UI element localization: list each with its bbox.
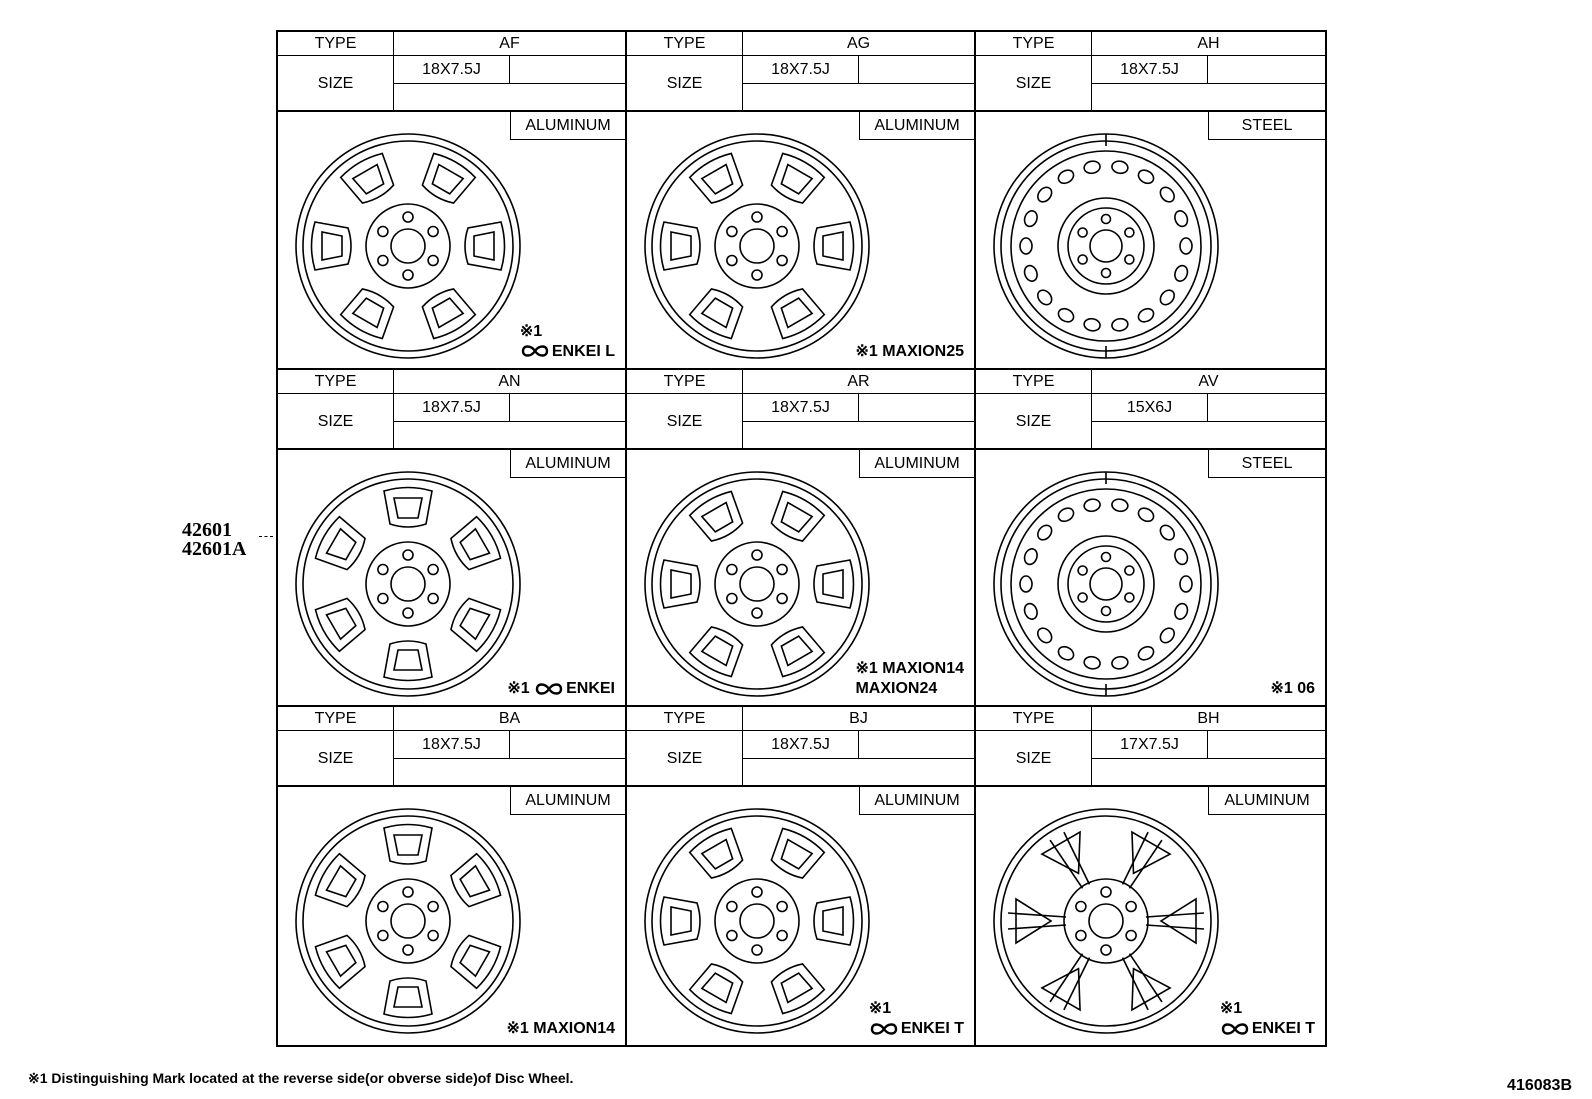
distinguishing-mark xyxy=(855,342,964,362)
empty-spec-cell xyxy=(859,731,974,759)
mark-text xyxy=(869,999,964,1019)
wheel-variant-bj xyxy=(627,707,976,1045)
material-label: ALUMINUM xyxy=(510,450,625,478)
size-value: 18X7.5J xyxy=(743,394,859,422)
type-value: BA xyxy=(394,707,625,731)
size-value: 18X7.5J xyxy=(1092,56,1208,84)
empty-spec-cell xyxy=(743,422,974,450)
material-label: ALUMINUM xyxy=(859,450,974,478)
empty-spec-cell xyxy=(510,394,625,422)
size-label: SIZE xyxy=(627,394,743,450)
type-label: TYPE xyxy=(627,32,743,56)
empty-spec-cell xyxy=(1208,394,1325,422)
part-number-42601: 42601 xyxy=(182,519,232,541)
wheel-illustration xyxy=(986,126,1226,370)
mark-text xyxy=(1270,679,1315,699)
wheel-variant-an xyxy=(278,370,627,708)
mark-value: ※1 xyxy=(868,999,892,1017)
empty-spec-cell xyxy=(394,422,625,450)
wheel-variant-grid xyxy=(276,30,1327,1047)
empty-spec-cell xyxy=(510,731,625,759)
spec-header xyxy=(976,370,1325,450)
type-label: TYPE xyxy=(976,32,1092,56)
mark-value: ENKEI T xyxy=(1251,1019,1315,1037)
distinguishing-mark xyxy=(1220,999,1315,1039)
mark-text xyxy=(1220,999,1315,1019)
empty-spec-cell xyxy=(1092,759,1325,787)
type-value: AN xyxy=(394,370,625,394)
wheel-variant-ah xyxy=(976,32,1325,370)
distinguishing-mark xyxy=(869,999,964,1039)
mark-prefix: ※1 xyxy=(507,680,535,698)
mark-value: ※1 06 xyxy=(1270,680,1315,698)
wheel-variant-bh xyxy=(976,707,1325,1045)
size-value: 18X7.5J xyxy=(394,56,510,84)
alloy-wheel-drawing xyxy=(288,126,528,366)
material-label: ALUMINUM xyxy=(859,787,974,815)
part-number-42601a: 42601A xyxy=(182,538,247,560)
illustration-number: 416083B xyxy=(1507,1077,1572,1094)
wheel-variant-ba xyxy=(278,707,627,1045)
size-value: 17X7.5J xyxy=(1092,731,1208,759)
size-label: SIZE xyxy=(976,394,1092,450)
distinguishing-mark xyxy=(520,322,615,362)
size-value: 18X7.5J xyxy=(743,731,859,759)
footnote: ※1 Distinguishing Mark located at the reverse side(or obverse side)of Disc Wheel. xyxy=(28,1070,574,1086)
mark-text xyxy=(855,659,964,679)
size-value: 18X7.5J xyxy=(743,56,859,84)
wheel-illustration xyxy=(986,801,1226,1045)
spec-header xyxy=(976,32,1325,112)
empty-spec-cell xyxy=(859,56,974,84)
mark-text xyxy=(1220,1019,1315,1039)
wheel-illustration xyxy=(637,126,877,370)
alloy-wheel-drawing xyxy=(986,801,1226,1041)
mark-value: ※1 xyxy=(1219,999,1243,1017)
type-value: AG xyxy=(743,32,974,56)
enkei-logo-icon xyxy=(869,1022,899,1036)
spec-header xyxy=(278,32,625,112)
mark-text xyxy=(520,342,615,362)
size-label: SIZE xyxy=(627,731,743,787)
type-value: AF xyxy=(394,32,625,56)
material-label: STEEL xyxy=(1208,450,1325,478)
wheel-illustration xyxy=(288,126,528,370)
type-label: TYPE xyxy=(278,707,394,731)
spec-header xyxy=(627,707,974,787)
mark-text xyxy=(855,679,964,699)
mark-text xyxy=(855,342,964,362)
part-number-callout xyxy=(182,521,246,559)
distinguishing-mark xyxy=(507,679,615,699)
size-label: SIZE xyxy=(278,394,394,450)
spec-header xyxy=(278,370,625,450)
enkei-logo-icon xyxy=(520,344,550,358)
type-label: TYPE xyxy=(976,707,1092,731)
mark-text xyxy=(520,322,615,342)
wheel-illustration xyxy=(288,464,528,708)
type-label: TYPE xyxy=(278,32,394,56)
type-label: TYPE xyxy=(278,370,394,394)
mark-value: ※1 MAXION14 xyxy=(506,1019,615,1037)
material-label: ALUMINUM xyxy=(510,787,625,815)
alloy-wheel-drawing xyxy=(637,801,877,1041)
spec-header xyxy=(278,707,625,787)
empty-spec-cell xyxy=(510,56,625,84)
wheel-illustration xyxy=(986,464,1226,708)
type-label: TYPE xyxy=(627,707,743,731)
enkei-logo-icon xyxy=(1220,1022,1250,1036)
wheel-illustration xyxy=(288,801,528,1045)
spec-header xyxy=(976,707,1325,787)
size-label: SIZE xyxy=(278,56,394,112)
wheel-variant-av xyxy=(976,370,1325,708)
empty-spec-cell xyxy=(394,759,625,787)
alloy-wheel-drawing xyxy=(637,464,877,704)
mark-value: ※1 xyxy=(519,322,543,340)
empty-spec-cell xyxy=(743,759,974,787)
type-value: BJ xyxy=(743,707,974,731)
wheel-variant-ag xyxy=(627,32,976,370)
wheel-variant-ar xyxy=(627,370,976,708)
wheel-illustration xyxy=(637,464,877,708)
distinguishing-mark xyxy=(506,1019,615,1039)
size-label: SIZE xyxy=(976,731,1092,787)
material-label: ALUMINUM xyxy=(1208,787,1325,815)
empty-spec-cell xyxy=(394,84,625,112)
mark-value: ENKEI L xyxy=(551,342,615,360)
alloy-wheel-drawing xyxy=(637,126,877,366)
spec-header xyxy=(627,370,974,450)
empty-spec-cell xyxy=(1208,56,1325,84)
mark-value: ENKEI xyxy=(566,680,615,698)
wheel-variant-af xyxy=(278,32,627,370)
empty-spec-cell xyxy=(859,394,974,422)
size-label: SIZE xyxy=(627,56,743,112)
mark-value: MAXION24 xyxy=(855,680,938,698)
steel-wheel-drawing xyxy=(986,464,1226,704)
alloy-wheel-drawing xyxy=(288,464,528,704)
empty-spec-cell xyxy=(743,84,974,112)
type-label: TYPE xyxy=(976,370,1092,394)
alloy-wheel-drawing xyxy=(288,801,528,1041)
mark-text xyxy=(507,679,615,699)
type-value: AH xyxy=(1092,32,1325,56)
type-value: AV xyxy=(1092,370,1325,394)
wheel-illustration xyxy=(637,801,877,1045)
size-value: 18X7.5J xyxy=(394,731,510,759)
enkei-logo-icon xyxy=(534,682,564,696)
type-label: TYPE xyxy=(627,370,743,394)
empty-spec-cell xyxy=(1092,84,1325,112)
steel-wheel-drawing xyxy=(986,126,1226,366)
distinguishing-mark xyxy=(1270,679,1315,699)
type-value: AR xyxy=(743,370,974,394)
spec-header xyxy=(627,32,974,112)
size-value: 15X6J xyxy=(1092,394,1208,422)
mark-text xyxy=(506,1019,615,1039)
mark-value: ENKEI T xyxy=(900,1019,964,1037)
type-value: BH xyxy=(1092,707,1325,731)
material-label: ALUMINUM xyxy=(510,112,625,140)
mark-value: ※1 MAXION14 xyxy=(855,660,964,678)
callout-leader-line xyxy=(259,536,273,537)
size-label: SIZE xyxy=(278,731,394,787)
material-label: STEEL xyxy=(1208,112,1325,140)
empty-spec-cell xyxy=(1092,422,1325,450)
mark-text xyxy=(869,1019,964,1039)
empty-spec-cell xyxy=(1208,731,1325,759)
mark-value: ※1 MAXION25 xyxy=(855,342,964,360)
distinguishing-mark xyxy=(855,659,964,699)
size-value: 18X7.5J xyxy=(394,394,510,422)
material-label: ALUMINUM xyxy=(859,112,974,140)
size-label: SIZE xyxy=(976,56,1092,112)
